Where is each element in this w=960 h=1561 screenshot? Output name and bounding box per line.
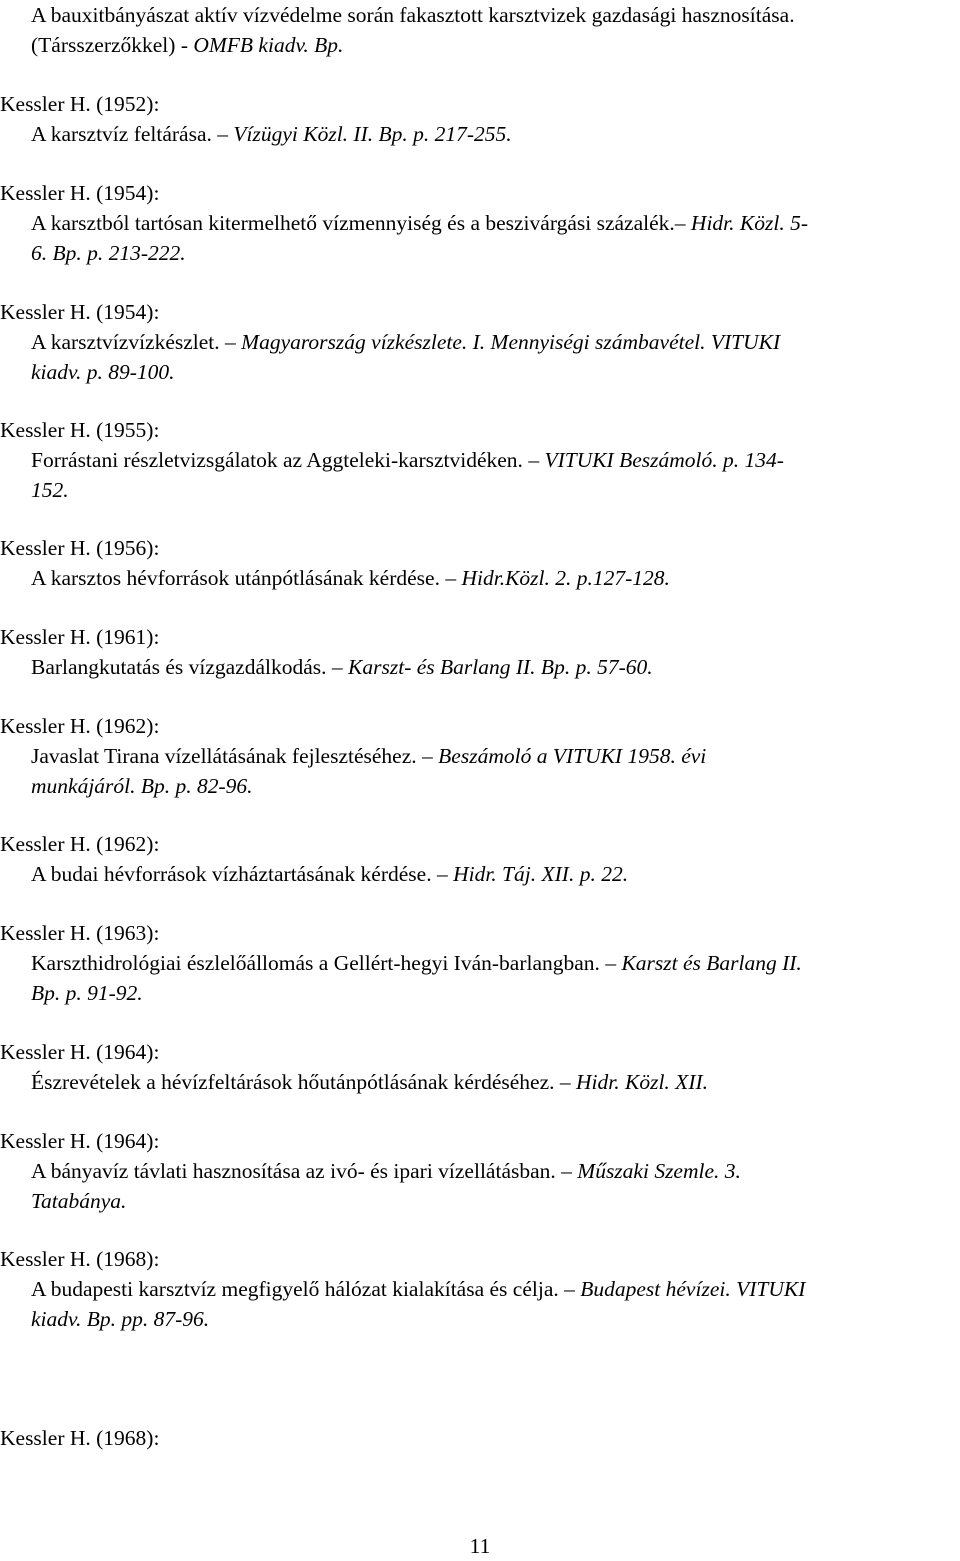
reference-line: A karsztos hévforrások utánpótlásának kérdése. – Hidr.Közl. 2. p.127-128. — [31, 566, 670, 590]
reference-entry-8 — [0, 829, 960, 889]
reference-line: A budapesti karsztvíz megfigyelő hálózat kialakítása és célja. – Budapest hévízei. VITUKI — [31, 1277, 806, 1301]
author-year: Kessler H. (1952): — [0, 92, 160, 116]
reference-entry-2 — [0, 178, 960, 268]
author-year: Kessler H. (1962): — [0, 714, 160, 738]
reference-line: A karsztból tartósan kitermelhető vízmennyiség és a beszivárgási százalék.– Hidr. Közl. 5- — [31, 211, 808, 235]
reference-line: (Társszerzőkkel) - OMFB kiadv. Bp. — [31, 33, 344, 57]
reference-line: 152. — [31, 478, 69, 502]
author-year: Kessler H. (1954): — [0, 181, 160, 205]
reference-entry-12 — [0, 1244, 960, 1334]
author-year: Kessler H. (1963): — [0, 921, 160, 945]
reference-entry-4 — [0, 415, 960, 505]
reference-entry-13 — [0, 1423, 960, 1453]
reference-line: Karszthidrológiai észlelőállomás a Gellért-hegyi Iván-barlangban. – Karszt és Barlang II. — [31, 951, 802, 975]
reference-entry-7 — [0, 711, 960, 801]
reference-entry-9 — [0, 918, 960, 1008]
author-year: Kessler H. (1962): — [0, 832, 160, 856]
author-year: Kessler H. (1961): — [0, 625, 160, 649]
reference-line: Barlangkutatás és vízgazdálkodás. – Karszt- és Barlang II. Bp. p. 57-60. — [31, 655, 653, 679]
reference-entry-10 — [0, 1037, 960, 1097]
reference-entry-0 — [0, 0, 960, 60]
author-year: Kessler H. (1954): — [0, 300, 160, 324]
reference-line: 6. Bp. p. 213-222. — [31, 241, 186, 265]
reference-line: kiadv. p. 89-100. — [31, 360, 175, 384]
reference-line: Bp. p. 91-92. — [31, 981, 143, 1005]
author-year: Kessler H. (1968): — [0, 1426, 160, 1450]
reference-line: munkájáról. Bp. p. 82-96. — [31, 774, 253, 798]
reference-entry-11 — [0, 1126, 960, 1216]
reference-line: A bányavíz távlati hasznosítása az ivó- és ipari vízellátásban. – Műszaki Szemle. 3. — [31, 1159, 741, 1183]
author-year: Kessler H. (1964): — [0, 1040, 160, 1064]
reference-line: Forrástani részletvizsgálatok az Aggteleki-karsztvidéken. – VITUKI Beszámoló. p. 134- — [31, 448, 784, 472]
reference-line: Javaslat Tirana vízellátásának fejlesztéséhez. – Beszámoló a VITUKI 1958. évi — [31, 744, 707, 768]
reference-line: A bauxitbányászat aktív vízvédelme során fakasztott karsztvizek gazdasági hasznosítása. — [31, 3, 795, 27]
author-year: Kessler H. (1955): — [0, 418, 160, 442]
reference-line: A karsztvízvízkészlet. – Magyarország vízkészlete. I. Mennyiségi számbavétel. VITUKI — [31, 330, 781, 354]
reference-entry-6 — [0, 622, 960, 682]
reference-line: kiadv. Bp. pp. 87-96. — [31, 1307, 210, 1331]
reference-line: Tatabánya. — [31, 1189, 127, 1213]
reference-entry-5 — [0, 533, 960, 593]
author-year: Kessler H. (1956): — [0, 536, 160, 560]
reference-line: Észrevételek a hévízfeltárások hőutánpótlásának kérdéséhez. – Hidr. Közl. XII. — [31, 1070, 709, 1094]
reference-line: A karsztvíz feltárása. – Vízügyi Közl. II. Bp. p. 217-255. — [31, 122, 512, 146]
reference-entry-1 — [0, 89, 960, 149]
author-year: Kessler H. (1964): — [0, 1129, 160, 1153]
author-year: Kessler H. (1968): — [0, 1247, 160, 1271]
reference-line: A budai hévforrások vízháztartásának kérdése. – Hidr. Táj. XII. p. 22. — [31, 862, 629, 886]
reference-entry-3 — [0, 297, 960, 387]
page-number: 11 — [469, 1534, 491, 1558]
